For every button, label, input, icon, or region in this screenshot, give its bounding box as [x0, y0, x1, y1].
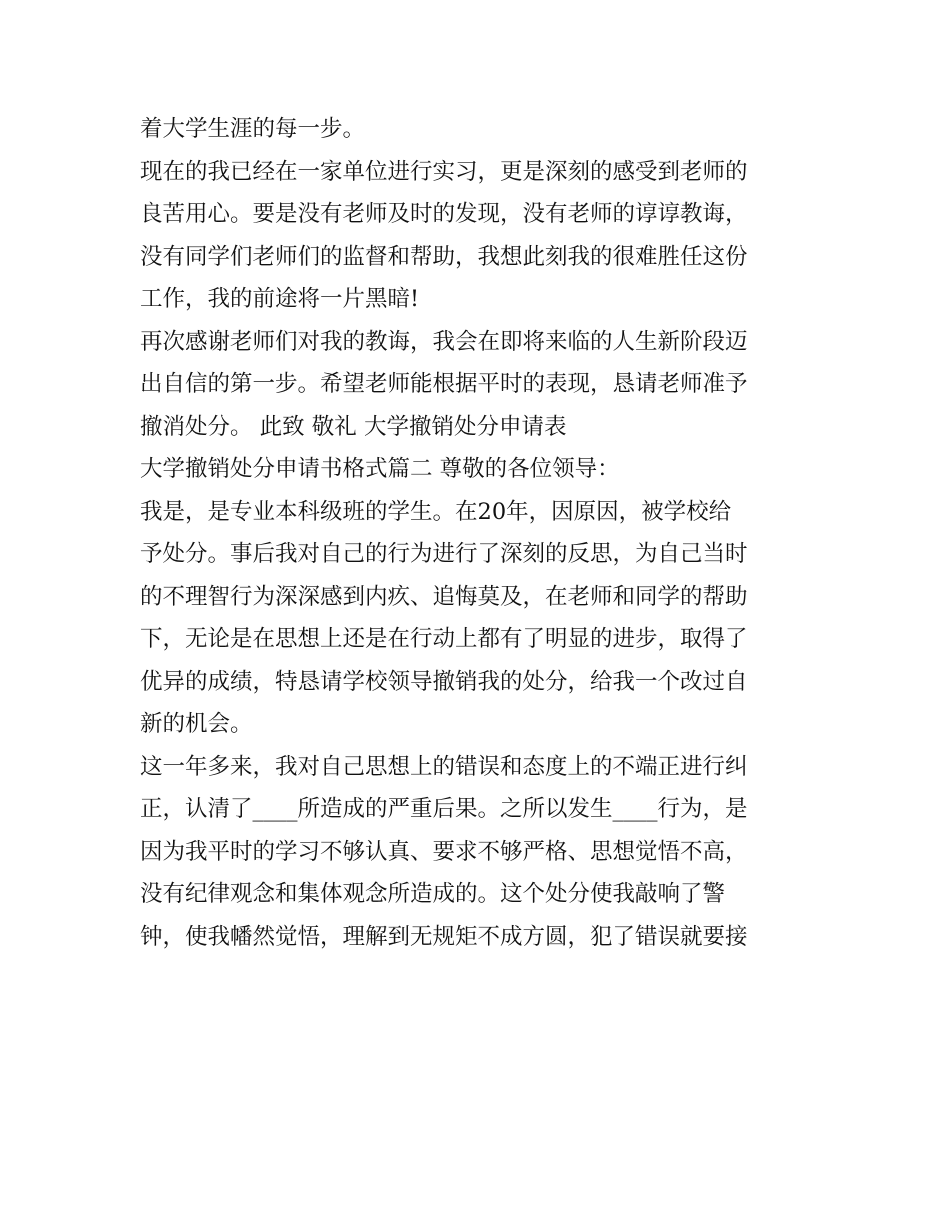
text-line: 没有同学们老师们的监督和帮助，我想此刻我的很难胜任这份	[140, 243, 748, 270]
text-line: 予处分。事后我对自己的行为进行了深刻的反思，为自己当时	[140, 541, 748, 567]
text-line: 正，认清了____所造成的严重后果。之所以发生____行为，是	[140, 796, 748, 822]
text-line: 因为我平时的学习不够认真、要求不够严格、思想觉悟不高，	[140, 838, 748, 865]
text-line: 大学撤销处分申请书格式篇二 尊敬的各位领导：	[140, 456, 620, 482]
text-line: 没有纪律观念和集体观念所造成的。这个处分使我敲响了警	[140, 881, 726, 907]
text-line: 现在的我已经在一家单位进行实习，更是深刻的感受到老师的	[140, 158, 748, 185]
text-line: 我是，是专业本科级班的学生。在20年，因原因，被学校给	[140, 498, 732, 525]
text-line: 这一年多来，我对自己思想上的错误和态度上的不端正进行纠	[140, 753, 748, 780]
document-body	[140, 108, 820, 958]
text-line: 良苦用心。要是没有老师及时的发现，没有老师的谆谆教诲，	[140, 201, 748, 227]
text-line: 优异的成绩，特恳请学校领导撤销我的处分，给我一个改过自	[140, 668, 748, 695]
text-line: 的不理智行为深深感到内疚、追悔莫及，在老师和同学的帮助	[140, 583, 748, 610]
text-line: 工作，我的前途将一片黑暗!	[140, 286, 420, 312]
text-line: 出自信的第一步。希望老师能根据平时的表现，恳请老师准予	[140, 371, 748, 397]
text-line: 新的机会。	[140, 711, 253, 737]
text-line: 着大学生涯的每一步。	[140, 116, 366, 142]
text-line: 钟，使我幡然觉悟，理解到无规矩不成方圆，犯了错误就要接	[140, 923, 748, 950]
text-line: 撤消处分。 此致 敬礼 大学撤销处分申请表	[140, 413, 567, 440]
text-line: 再次感谢老师们对我的教诲，我会在即将来临的人生新阶段迈	[140, 328, 748, 355]
text-line: 下，无论是在思想上还是在行动上都有了明显的进步，取得了	[140, 626, 748, 652]
